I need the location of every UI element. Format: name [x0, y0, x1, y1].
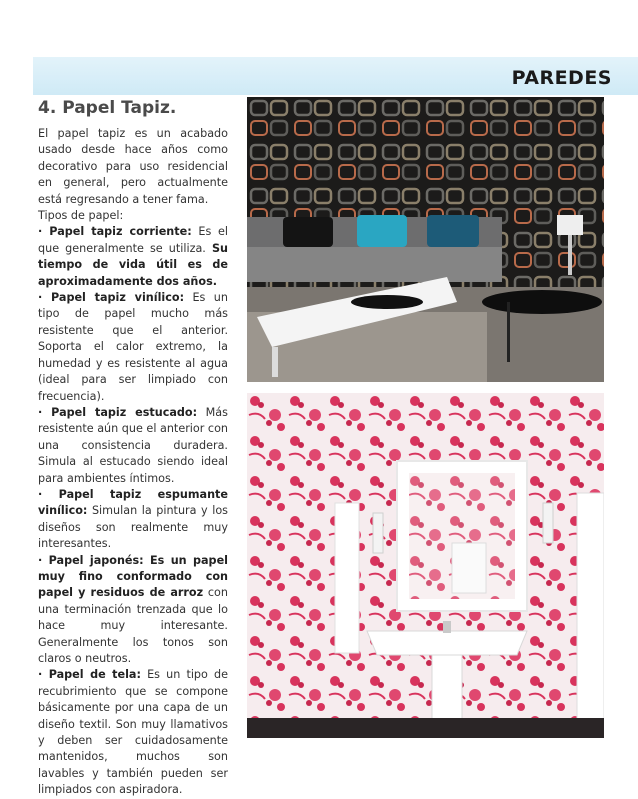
item-term: · Papel tapiz corriente: — [38, 225, 192, 239]
article-title: 4. Papel Tapiz. — [38, 98, 177, 118]
intro-paragraph: El papel tapiz es un acabado usado desde hace años como decorativo para uso residencial en general, pero actualmente está regresando a tener fama. — [38, 127, 228, 206]
item-tela — [38, 667, 228, 798]
item-term: · Papel tapiz estucado: — [38, 405, 198, 419]
item-extra: Su tiempo de vida útil es de aproximadamente dos años. — [38, 241, 228, 288]
item-vinilico — [38, 290, 228, 405]
item-espumante — [38, 487, 228, 553]
item-japones — [38, 553, 228, 668]
item-term: · Papel japonés: Es un papel muy fino conformado con papel y residuos de arroz — [38, 553, 228, 600]
living-room-photo — [247, 97, 604, 382]
item-desc: Es el que generalmente se utiliza. — [38, 225, 228, 255]
section-title: PAREDES — [511, 67, 612, 89]
item-term: · Papel tapiz espumante vinílico: — [38, 487, 228, 518]
item-term: · Papel de tela: — [38, 668, 141, 682]
bathroom-photo — [247, 393, 604, 738]
types-label: Tipos de papel: — [38, 209, 124, 223]
item-desc: Es un tipo de recubrimiento que se compone básicamente por una capa de un diseño textil. Son muy llamativos y deben ser cuidadosamente mantenidos, muchos son lavables y también pueden ser limpiados con aspiradora. — [38, 668, 229, 797]
item-desc: con una terminación trenzada que lo hace muy interesante. Generalmente los tonos son claros o neutros. — [38, 586, 228, 665]
item-desc: Más resistente aún que el anterior con una consistencia duradera. Simula al estucado siendo ideal para ambientes íntimos. — [38, 405, 228, 485]
item-term: · Papel tapiz vinílico: — [38, 291, 185, 305]
item-desc: Es un tipo de papel mucho más resistente que el anterior. Soporta el calor extremo, la humedad y es resistente al agua (ideal para ser limpiado con frecuencia). — [38, 291, 228, 403]
item-estucado — [38, 405, 228, 487]
item-desc: Simulan la pintura y los diseños son realmente muy interesantes. — [38, 504, 228, 551]
item-corriente — [38, 224, 228, 290]
article-body — [38, 126, 228, 799]
